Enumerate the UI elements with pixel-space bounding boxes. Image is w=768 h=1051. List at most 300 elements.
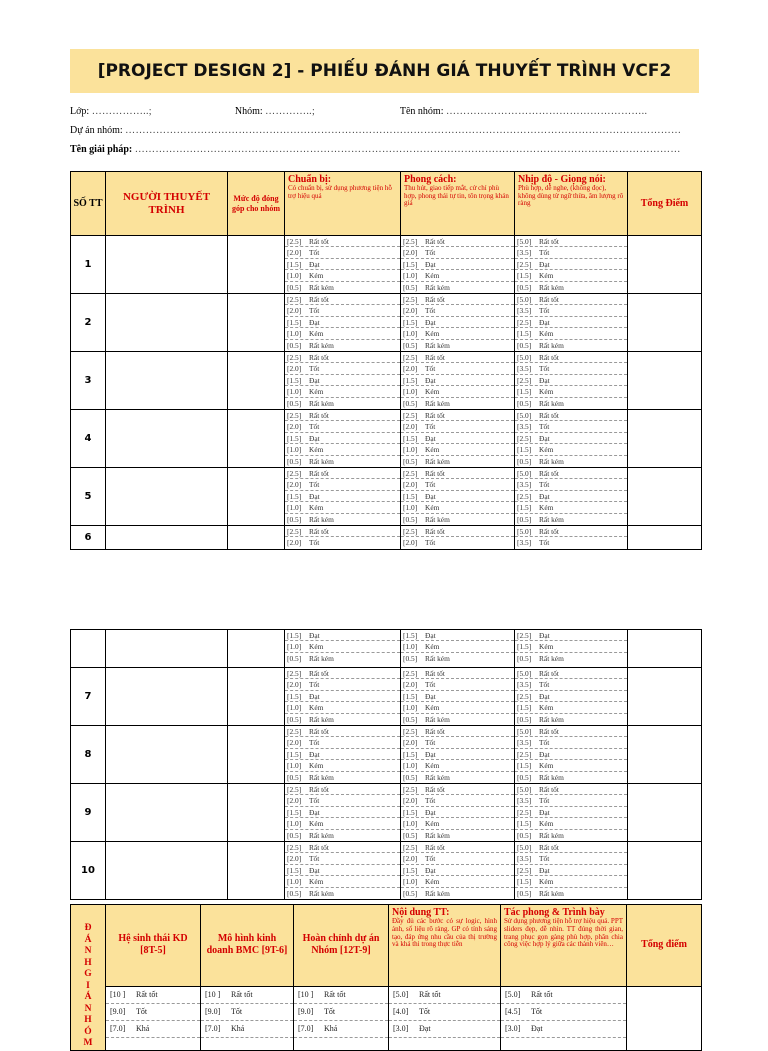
- option-score: [0.5]: [287, 340, 302, 350]
- option-score: [5.0]: [517, 727, 532, 736]
- preparation-option[interactable]: [285, 352, 400, 363]
- style-option[interactable]: [401, 421, 514, 432]
- style-option[interactable]: [401, 294, 514, 305]
- pace-voice-option[interactable]: [515, 653, 627, 664]
- pace-voice-option[interactable]: [515, 807, 627, 818]
- option-score: [0.5]: [287, 456, 302, 466]
- contribution-cell[interactable]: [228, 294, 285, 352]
- preparation-option[interactable]: [285, 247, 400, 258]
- presenter-name-cell[interactable]: [106, 236, 228, 294]
- pace-voice-option[interactable]: [515, 630, 627, 641]
- pace-voice-option[interactable]: [515, 668, 627, 679]
- style-option[interactable]: [401, 282, 514, 293]
- preparation-option[interactable]: [285, 830, 400, 841]
- pace-voice-option[interactable]: [515, 526, 627, 537]
- presenter-name-cell[interactable]: [106, 526, 228, 550]
- table-row: [71, 468, 702, 526]
- option-score: [1.5]: [517, 819, 532, 829]
- group-score-option[interactable]: [294, 1004, 388, 1021]
- style-option[interactable]: [401, 444, 514, 455]
- header-presenter: NGƯỜI THUYẾT TRÌNH: [106, 172, 228, 236]
- option-label: Rất kém: [309, 714, 334, 724]
- giai-phap-field[interactable]: ……………………………………………………………………………………………………………………………………………: [134, 144, 681, 155]
- group-score-option[interactable]: [389, 987, 500, 1004]
- preparation-option[interactable]: [285, 305, 400, 316]
- pace-voice-score-cell: [515, 468, 628, 526]
- option-score: [5.0]: [517, 411, 532, 420]
- pace-voice-option[interactable]: [515, 433, 627, 444]
- preparation-option[interactable]: [285, 668, 400, 679]
- option-label: Khá: [324, 1023, 338, 1033]
- preparation-option[interactable]: [285, 294, 400, 305]
- pace-voice-option[interactable]: [515, 842, 627, 853]
- option-score: [2.5]: [517, 259, 532, 269]
- preparation-option[interactable]: [285, 514, 400, 525]
- pace-voice-option[interactable]: [515, 737, 627, 748]
- pace-voice-option[interactable]: [515, 795, 627, 806]
- option-score: [1.0]: [403, 445, 418, 455]
- option-score: [1.5]: [287, 375, 302, 385]
- option-score: [3.5]: [517, 364, 532, 374]
- option-label: Rất tốt: [425, 353, 445, 362]
- pace-voice-option[interactable]: [515, 421, 627, 432]
- pace-voice-option[interactable]: [515, 352, 627, 363]
- preparation-option[interactable]: [285, 421, 400, 432]
- option-label: Rất tốt: [425, 469, 445, 478]
- presenter-name-cell[interactable]: [106, 468, 228, 526]
- pace-voice-option[interactable]: [515, 317, 627, 328]
- option-score: [10 ]: [110, 989, 126, 999]
- option-score: [4.0]: [393, 1006, 409, 1016]
- ten-nhom-field[interactable]: …………………………………………………..: [445, 106, 648, 117]
- option-label: Đạt: [309, 691, 320, 701]
- group-score-option[interactable]: [106, 1004, 200, 1021]
- contribution-cell[interactable]: [228, 410, 285, 468]
- style-option[interactable]: [401, 363, 514, 374]
- style-option[interactable]: [401, 502, 514, 513]
- style-option[interactable]: [401, 702, 514, 713]
- pace-voice-option[interactable]: [515, 888, 627, 899]
- option-score: [2.5]: [287, 411, 302, 420]
- option-label: Đạt: [539, 491, 550, 501]
- option-score: [9.0]: [205, 1006, 221, 1016]
- preparation-option[interactable]: [285, 876, 400, 887]
- style-option[interactable]: [401, 410, 514, 421]
- preparation-option[interactable]: [285, 842, 400, 853]
- pace-voice-option[interactable]: [515, 282, 627, 293]
- pace-voice-option[interactable]: [515, 830, 627, 841]
- option-label: Kém: [425, 329, 440, 339]
- presenter-name-cell[interactable]: [106, 294, 228, 352]
- option-label: Đạt: [425, 631, 436, 640]
- style-score-cell: [401, 294, 515, 352]
- contribution-cell[interactable]: [228, 842, 285, 900]
- pace-voice-option[interactable]: [515, 679, 627, 690]
- style-option[interactable]: [401, 830, 514, 841]
- style-option[interactable]: [401, 876, 514, 887]
- total-score-cell[interactable]: [628, 468, 702, 526]
- option-label: Rất kém: [425, 282, 450, 292]
- pace-voice-option[interactable]: [515, 714, 627, 725]
- style-option[interactable]: [401, 456, 514, 467]
- preparation-option[interactable]: [285, 236, 400, 247]
- header-ecosystem: Hệ sinh thái KD [8T-5]: [106, 905, 201, 987]
- pace-voice-option[interactable]: [515, 702, 627, 713]
- preparation-option[interactable]: [285, 468, 400, 479]
- option-score: [2.5]: [403, 411, 418, 420]
- pace-voice-option[interactable]: [515, 760, 627, 771]
- option-label: Đạt: [539, 691, 550, 701]
- pace-voice-option[interactable]: [515, 537, 627, 548]
- option-score: [1.5]: [287, 317, 302, 327]
- style-option[interactable]: [401, 784, 514, 795]
- style-score-cell: [401, 352, 515, 410]
- style-option[interactable]: [401, 726, 514, 737]
- pace-voice-option[interactable]: [515, 294, 627, 305]
- option-label: Rất tốt: [309, 469, 329, 478]
- preparation-option[interactable]: [285, 784, 400, 795]
- contribution-cell[interactable]: [228, 526, 285, 550]
- group-score-option[interactable]: [201, 1021, 293, 1038]
- total-score-cell[interactable]: [628, 630, 702, 668]
- option-label: Tốt: [309, 364, 320, 374]
- option-label: Kém: [539, 877, 554, 887]
- preparation-option[interactable]: [285, 714, 400, 725]
- pace-voice-option[interactable]: [515, 363, 627, 374]
- style-option[interactable]: [401, 807, 514, 818]
- option-score: [1.0]: [403, 703, 418, 713]
- preparation-score-cell: [285, 294, 401, 352]
- option-label: Rất kém: [539, 830, 564, 840]
- preparation-option[interactable]: [285, 679, 400, 690]
- option-label: Tốt: [309, 422, 320, 432]
- option-label: Đạt: [425, 375, 436, 385]
- pace-voice-option[interactable]: [515, 328, 627, 339]
- option-label: Rất tốt: [539, 727, 559, 736]
- option-score: [1.5]: [287, 749, 302, 759]
- option-label: Kém: [425, 703, 440, 713]
- option-score: [2.5]: [403, 527, 418, 536]
- preparation-option[interactable]: [285, 270, 400, 281]
- option-score: [1.0]: [287, 642, 302, 652]
- contribution-cell[interactable]: [228, 236, 285, 294]
- option-label: Rất kém: [539, 456, 564, 466]
- style-option[interactable]: [401, 630, 514, 641]
- preparation-score-cell: [285, 526, 401, 550]
- group-score-option[interactable]: [106, 987, 200, 1004]
- option-score: [1.5]: [403, 865, 418, 875]
- style-option[interactable]: [401, 236, 514, 247]
- style-option[interactable]: [401, 305, 514, 316]
- presenter-name-cell[interactable]: [106, 784, 228, 842]
- total-score-cell[interactable]: [628, 784, 702, 842]
- option-score: [1.5]: [517, 761, 532, 771]
- style-option[interactable]: [401, 653, 514, 664]
- preparation-option[interactable]: [285, 282, 400, 293]
- style-option[interactable]: [401, 468, 514, 479]
- style-option[interactable]: [401, 691, 514, 702]
- pace-voice-option[interactable]: [515, 375, 627, 386]
- option-score: [0.5]: [517, 830, 532, 840]
- preparation-option[interactable]: [285, 526, 400, 537]
- preparation-option[interactable]: [285, 865, 400, 876]
- nhom-field[interactable]: …………..;: [265, 106, 316, 117]
- style-option[interactable]: [401, 386, 514, 397]
- style-option[interactable]: [401, 317, 514, 328]
- option-label: Rất kém: [539, 282, 564, 292]
- style-option[interactable]: [401, 749, 514, 760]
- pace-voice-score-cell: [515, 526, 628, 550]
- pace-voice-option[interactable]: [515, 456, 627, 467]
- option-label: Kém: [425, 503, 440, 513]
- pace-voice-option[interactable]: [515, 305, 627, 316]
- preparation-option[interactable]: [285, 772, 400, 783]
- total-score-cell[interactable]: [628, 352, 702, 410]
- option-label: Tốt: [539, 306, 550, 316]
- contribution-cell[interactable]: [228, 352, 285, 410]
- group-score-option[interactable]: [294, 987, 388, 1004]
- style-score-cell: [401, 842, 515, 900]
- option-label: Đạt: [539, 749, 550, 759]
- total-score-cell[interactable]: [628, 526, 702, 550]
- preparation-option[interactable]: [285, 726, 400, 737]
- group-total-cell[interactable]: [627, 986, 702, 1050]
- style-option[interactable]: [401, 842, 514, 853]
- option-label: Tốt: [425, 480, 436, 490]
- preparation-option[interactable]: [285, 749, 400, 760]
- pace-voice-option[interactable]: [515, 853, 627, 864]
- pace-voice-option[interactable]: [515, 410, 627, 421]
- style-option[interactable]: [401, 433, 514, 444]
- preparation-option[interactable]: [285, 760, 400, 771]
- table-row: [71, 668, 702, 726]
- total-score-cell[interactable]: [628, 842, 702, 900]
- preparation-option[interactable]: [285, 340, 400, 351]
- option-score: [1.0]: [287, 387, 302, 397]
- header-total: Tổng Điểm: [628, 172, 702, 236]
- option-score: [2.5]: [517, 491, 532, 501]
- pace-voice-option[interactable]: [515, 444, 627, 455]
- preparation-option[interactable]: [285, 818, 400, 829]
- preparation-option[interactable]: [285, 630, 400, 641]
- group-score-option[interactable]: [201, 987, 293, 1004]
- group-score-option[interactable]: [501, 1021, 626, 1038]
- style-option[interactable]: [401, 760, 514, 771]
- option-label: Tốt: [539, 680, 550, 690]
- preparation-option[interactable]: [285, 795, 400, 806]
- style-option[interactable]: [401, 514, 514, 525]
- preparation-option[interactable]: [285, 398, 400, 409]
- preparation-option[interactable]: [285, 807, 400, 818]
- option-score: [2.5]: [403, 727, 418, 736]
- style-option[interactable]: [401, 247, 514, 258]
- style-option[interactable]: [401, 375, 514, 386]
- style-option[interactable]: [401, 537, 514, 548]
- style-option[interactable]: [401, 398, 514, 409]
- preparation-option[interactable]: [285, 479, 400, 490]
- contribution-cell[interactable]: [228, 726, 285, 784]
- style-option[interactable]: [401, 340, 514, 351]
- preparation-option[interactable]: [285, 702, 400, 713]
- style-option[interactable]: [401, 737, 514, 748]
- group-score-option[interactable]: [389, 1004, 500, 1021]
- option-score: [0.5]: [403, 340, 418, 350]
- preparation-option[interactable]: [285, 853, 400, 864]
- pace-voice-option[interactable]: [515, 479, 627, 490]
- contribution-cell[interactable]: [228, 784, 285, 842]
- style-option[interactable]: [401, 641, 514, 652]
- du-an-field[interactable]: ………………………………………………………………………………………………………………………………………………: [125, 125, 682, 136]
- preparation-option[interactable]: [285, 363, 400, 374]
- pace-voice-option[interactable]: [515, 749, 627, 760]
- pace-voice-option[interactable]: [515, 398, 627, 409]
- pace-voice-option[interactable]: [515, 270, 627, 281]
- option-label: Rất tốt: [309, 785, 329, 794]
- pace-voice-option[interactable]: [515, 784, 627, 795]
- preparation-option[interactable]: [285, 502, 400, 513]
- pace-voice-option[interactable]: [515, 386, 627, 397]
- style-option[interactable]: [401, 259, 514, 270]
- total-score-cell[interactable]: [628, 410, 702, 468]
- group-score-option[interactable]: [501, 1004, 626, 1021]
- lop-field[interactable]: ……………..;: [91, 106, 152, 117]
- option-label: Rất tốt: [539, 669, 559, 678]
- pace-voice-option[interactable]: [515, 514, 627, 525]
- total-score-cell[interactable]: [628, 294, 702, 352]
- pace-voice-score-cell: [515, 842, 628, 900]
- contribution-cell[interactable]: [228, 630, 285, 668]
- option-label: Đạt: [425, 317, 436, 327]
- pace-voice-score-cell: [515, 294, 628, 352]
- total-score-cell[interactable]: [628, 668, 702, 726]
- option-label: Rất kém: [309, 398, 334, 408]
- option-score: [9.0]: [298, 1006, 314, 1016]
- style-option[interactable]: [401, 888, 514, 899]
- group-score-option[interactable]: [201, 1004, 293, 1021]
- pace-voice-option[interactable]: [515, 236, 627, 247]
- pace-voice-option[interactable]: [515, 876, 627, 887]
- style-option[interactable]: [401, 491, 514, 502]
- row-number: 2: [71, 294, 106, 352]
- style-option[interactable]: [401, 772, 514, 783]
- preparation-score-cell: [285, 726, 401, 784]
- option-score: [0.5]: [287, 714, 302, 724]
- pace-voice-option[interactable]: [515, 502, 627, 513]
- pace-voice-option[interactable]: [515, 865, 627, 876]
- option-score: [1.0]: [287, 271, 302, 281]
- option-label: Đạt: [425, 491, 436, 501]
- preparation-option[interactable]: [285, 653, 400, 664]
- preparation-option[interactable]: [285, 491, 400, 502]
- style-option[interactable]: [401, 714, 514, 725]
- style-option[interactable]: [401, 270, 514, 281]
- pace-voice-option[interactable]: [515, 818, 627, 829]
- presenter-name-cell[interactable]: [106, 630, 228, 668]
- option-score: [1.0]: [403, 761, 418, 771]
- option-score: [1.5]: [517, 703, 532, 713]
- group-score-option[interactable]: [294, 1021, 388, 1038]
- preparation-score-cell: [285, 630, 401, 668]
- presenter-name-cell[interactable]: [106, 352, 228, 410]
- presenter-name-cell[interactable]: [106, 668, 228, 726]
- style-option[interactable]: [401, 352, 514, 363]
- preparation-option[interactable]: [285, 317, 400, 328]
- style-option[interactable]: [401, 853, 514, 864]
- header-content: [389, 905, 501, 987]
- option-label: Tốt: [324, 1006, 336, 1016]
- style-option[interactable]: [401, 526, 514, 537]
- contribution-cell[interactable]: [228, 668, 285, 726]
- style-option[interactable]: [401, 668, 514, 679]
- preparation-option[interactable]: [285, 456, 400, 467]
- option-score: [1.5]: [403, 375, 418, 385]
- preparation-option[interactable]: [285, 888, 400, 899]
- total-score-cell[interactable]: [628, 726, 702, 784]
- pace-voice-option[interactable]: [515, 259, 627, 270]
- option-label: Tốt: [231, 1006, 243, 1016]
- pace-voice-option[interactable]: [515, 772, 627, 783]
- total-score-cell[interactable]: [628, 236, 702, 294]
- preparation-option[interactable]: [285, 259, 400, 270]
- pace-voice-option[interactable]: [515, 340, 627, 351]
- header-group-total: Tổng điểm: [627, 905, 702, 987]
- option-score: [0.5]: [517, 653, 532, 663]
- option-score: [1.5]: [403, 691, 418, 701]
- preparation-option[interactable]: [285, 433, 400, 444]
- style-option[interactable]: [401, 865, 514, 876]
- style-option[interactable]: [401, 818, 514, 829]
- style-option[interactable]: [401, 479, 514, 490]
- option-score: [1.5]: [517, 503, 532, 513]
- pace-voice-option[interactable]: [515, 247, 627, 258]
- group-score-option[interactable]: [106, 1021, 200, 1038]
- preparation-option[interactable]: [285, 737, 400, 748]
- option-label: Rất kém: [539, 653, 564, 663]
- group-score-option[interactable]: [501, 987, 626, 1004]
- group-score-option[interactable]: [389, 1021, 500, 1038]
- preparation-option[interactable]: [285, 328, 400, 339]
- style-option[interactable]: [401, 679, 514, 690]
- preparation-option[interactable]: [285, 410, 400, 421]
- option-label: Kém: [309, 642, 324, 652]
- option-label: Tốt: [539, 364, 550, 374]
- preparation-option[interactable]: [285, 386, 400, 397]
- pace-voice-option[interactable]: [515, 726, 627, 737]
- option-label: Rất tốt: [539, 237, 559, 246]
- option-label: Đạt: [309, 433, 320, 443]
- option-label: Tốt: [425, 538, 436, 548]
- pace-voice-option[interactable]: [515, 641, 627, 652]
- table-row: [71, 726, 702, 784]
- preparation-option[interactable]: [285, 641, 400, 652]
- option-score: [1.0]: [287, 819, 302, 829]
- pace-voice-option[interactable]: [515, 691, 627, 702]
- presenter-name-cell[interactable]: [106, 842, 228, 900]
- pace-voice-option[interactable]: [515, 468, 627, 479]
- presenter-name-cell[interactable]: [106, 410, 228, 468]
- contribution-cell[interactable]: [228, 468, 285, 526]
- style-option[interactable]: [401, 795, 514, 806]
- preparation-option[interactable]: [285, 691, 400, 702]
- preparation-option[interactable]: [285, 444, 400, 455]
- pace-voice-option[interactable]: [515, 491, 627, 502]
- preparation-option[interactable]: [285, 537, 400, 548]
- option-label: Tốt: [425, 306, 436, 316]
- option-label: Kém: [425, 445, 440, 455]
- preparation-option[interactable]: [285, 375, 400, 386]
- style-option[interactable]: [401, 328, 514, 339]
- presenter-name-cell[interactable]: [106, 726, 228, 784]
